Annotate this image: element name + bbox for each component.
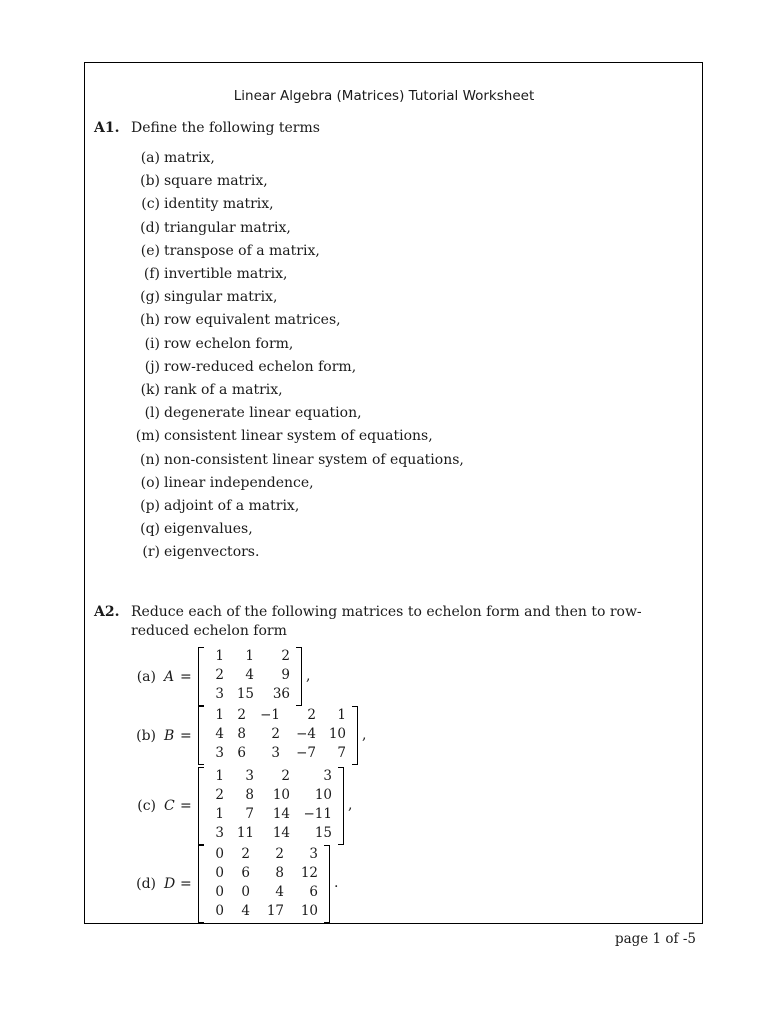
matrix-cell: 10 xyxy=(314,787,332,803)
matrix-row xyxy=(206,706,350,725)
matrix-cell: 4 xyxy=(275,884,284,900)
item-text: identity matrix, xyxy=(164,196,274,213)
equals-sign: = xyxy=(180,798,192,814)
matrix-cell: 4 xyxy=(215,726,224,742)
matrix-cell: 3 xyxy=(215,825,224,841)
matrix-punctuation: , xyxy=(362,726,367,743)
item-text: non-consistent linear system of equations, xyxy=(164,451,464,468)
matrix-cell: 8 xyxy=(237,726,246,742)
left-bracket xyxy=(198,767,204,845)
matrix-cell: 10 xyxy=(272,787,290,803)
matrix-cell: 6 xyxy=(237,745,246,761)
matrix-row xyxy=(206,685,294,704)
matrix-cell: 1 xyxy=(337,707,346,723)
matrix-cell: 1 xyxy=(245,648,254,664)
matrix-cell: 0 xyxy=(215,865,224,881)
matrix-cell: 6 xyxy=(309,884,318,900)
left-bracket xyxy=(198,845,204,923)
matrix-row xyxy=(206,744,350,763)
matrix-cell: 0 xyxy=(215,884,224,900)
matrix-cell: 3 xyxy=(309,846,318,862)
matrix-cell: −7 xyxy=(296,745,316,761)
item-text: linear independence, xyxy=(164,474,314,491)
item-label: (k) xyxy=(140,382,160,398)
matrix-punctuation: . xyxy=(334,875,339,891)
matrix-cell: 15 xyxy=(236,686,254,702)
matrix-cell: 1 xyxy=(215,806,224,822)
item-text: consistent linear system of equations, xyxy=(164,428,433,445)
question-number: A2. xyxy=(94,604,120,620)
matrix-cell: 2 xyxy=(281,768,290,784)
item-text: rank of a matrix, xyxy=(164,382,283,398)
matrix-cell: 3 xyxy=(215,686,224,702)
matrix-cell: 12 xyxy=(300,865,318,881)
item-text: singular matrix, xyxy=(164,289,278,306)
left-bracket xyxy=(198,647,204,706)
item-label: (q) xyxy=(140,521,160,538)
matrix-cell: 2 xyxy=(241,846,250,862)
matrix-label: (b) xyxy=(136,727,156,744)
matrix-cell: 36 xyxy=(272,686,290,702)
matrix-punctuation: , xyxy=(348,797,353,813)
matrix-cell: 2 xyxy=(275,846,284,862)
item-text: row-reduced echelon form, xyxy=(164,358,357,375)
matrix-row xyxy=(206,805,336,824)
matrix-row xyxy=(206,666,294,685)
matrix-label: (a) xyxy=(136,668,156,685)
matrix-cell: 4 xyxy=(241,903,250,919)
page-number: page 1 of -5 xyxy=(614,931,696,947)
right-bracket xyxy=(324,845,330,923)
matrix-cell: 3 xyxy=(323,768,332,784)
matrix-cell: 2 xyxy=(215,667,224,683)
item-label: (o) xyxy=(140,474,160,491)
matrix xyxy=(198,845,330,923)
item-text: triangular matrix, xyxy=(164,219,291,236)
item-label: (p) xyxy=(140,498,160,514)
matrix-cell: 1 xyxy=(215,648,224,664)
equals-sign: = xyxy=(180,668,192,685)
equals-sign: = xyxy=(180,876,192,892)
question-prompt: Define the following terms xyxy=(131,120,320,136)
item-text: adjoint of a matrix, xyxy=(164,498,300,514)
matrix-cell: 10 xyxy=(328,726,346,742)
matrix-cell: 2 xyxy=(281,648,290,664)
matrix-cell: 2 xyxy=(215,787,224,803)
matrix-label: (c) xyxy=(137,798,156,814)
matrix-row xyxy=(206,864,322,883)
matrix-cell: 1 xyxy=(215,768,224,784)
matrix-cell: 7 xyxy=(337,745,346,761)
item-label: (g) xyxy=(140,289,160,306)
item-label: (m) xyxy=(135,428,160,445)
item-text: eigenvalues, xyxy=(164,521,253,538)
right-bracket xyxy=(296,647,302,706)
matrix-cell: −1 xyxy=(260,707,280,723)
matrix-entries xyxy=(206,647,294,704)
question-number: A1. xyxy=(94,120,120,136)
page-frame xyxy=(84,62,703,924)
matrix-cell: 14 xyxy=(272,806,290,822)
matrix-name: C xyxy=(164,798,175,814)
matrix-row xyxy=(206,824,336,843)
matrix-cell: 8 xyxy=(245,787,254,803)
item-label: (j) xyxy=(144,358,160,375)
matrix xyxy=(198,706,358,765)
matrix-cell: 3 xyxy=(245,768,254,784)
matrix-cell: 11 xyxy=(236,825,254,841)
item-text: matrix, xyxy=(164,150,215,166)
matrix-punctuation: , xyxy=(306,667,311,684)
matrix-name: B xyxy=(164,727,175,744)
matrix-row xyxy=(206,786,336,805)
item-label: (a) xyxy=(140,150,160,166)
matrix-cell: 0 xyxy=(215,846,224,862)
item-text: eigenvectors. xyxy=(164,544,260,561)
matrix-cell: 15 xyxy=(314,825,332,841)
item-text: degenerate linear equation, xyxy=(164,405,362,422)
item-label: (d) xyxy=(140,219,160,236)
matrix-label: (d) xyxy=(136,876,156,892)
matrix-row xyxy=(206,767,336,786)
equals-sign: = xyxy=(180,727,192,744)
item-text: transpose of a matrix, xyxy=(164,242,320,259)
matrix-cell: 14 xyxy=(272,825,290,841)
item-label: (r) xyxy=(142,544,160,561)
item-label: (e) xyxy=(140,242,160,259)
matrix-name: A xyxy=(164,668,175,685)
item-text: invertible matrix, xyxy=(164,266,288,282)
matrix-row xyxy=(206,902,322,921)
right-bracket xyxy=(338,767,344,845)
matrix-row xyxy=(206,725,350,744)
matrix-cell: 4 xyxy=(245,667,254,683)
matrix-row xyxy=(206,647,294,666)
matrix-row xyxy=(206,883,322,902)
item-label: (i) xyxy=(144,335,160,352)
item-label: (b) xyxy=(140,173,160,190)
matrix-cell: 10 xyxy=(300,903,318,919)
matrix-cell: 0 xyxy=(215,903,224,919)
matrix-cell: 3 xyxy=(271,745,280,761)
item-text: row equivalent matrices, xyxy=(164,312,341,329)
right-bracket xyxy=(352,706,358,765)
matrix-cell: 17 xyxy=(266,903,284,919)
matrix-cell: 2 xyxy=(271,726,280,742)
item-label: (c) xyxy=(141,196,160,213)
item-label: (l) xyxy=(144,405,160,422)
item-label: (h) xyxy=(140,312,160,329)
worksheet-title: Linear Algebra (Matrices) Tutorial Worksheet xyxy=(233,88,535,104)
matrix-cell: 9 xyxy=(281,667,290,683)
matrix-cell: 2 xyxy=(307,707,316,723)
item-label: (f) xyxy=(143,266,160,282)
matrix-cell: −11 xyxy=(303,806,332,822)
matrix-cell: 6 xyxy=(241,865,250,881)
matrix-entries xyxy=(206,845,322,921)
matrix-entries xyxy=(206,706,350,763)
matrix-cell: 8 xyxy=(275,865,284,881)
matrix-cell: 2 xyxy=(237,707,246,723)
matrix-cell: 3 xyxy=(215,745,224,761)
matrix-cell: 7 xyxy=(245,806,254,822)
matrix xyxy=(198,767,344,845)
matrix-entries xyxy=(206,767,336,843)
matrix-cell: 0 xyxy=(241,884,250,900)
matrix-cell: −4 xyxy=(296,726,316,742)
item-text: row echelon form, xyxy=(164,335,294,352)
matrix-row xyxy=(206,845,322,864)
left-bracket xyxy=(198,706,204,765)
matrix xyxy=(198,647,302,706)
item-label: (n) xyxy=(140,451,160,468)
item-text: square matrix, xyxy=(164,173,268,190)
matrix-cell: 1 xyxy=(215,707,224,723)
question-prompt: Reduce each of the following matrices to echelon form and then to row-reduced echelon form xyxy=(131,604,642,639)
matrix-name: D xyxy=(164,876,176,892)
